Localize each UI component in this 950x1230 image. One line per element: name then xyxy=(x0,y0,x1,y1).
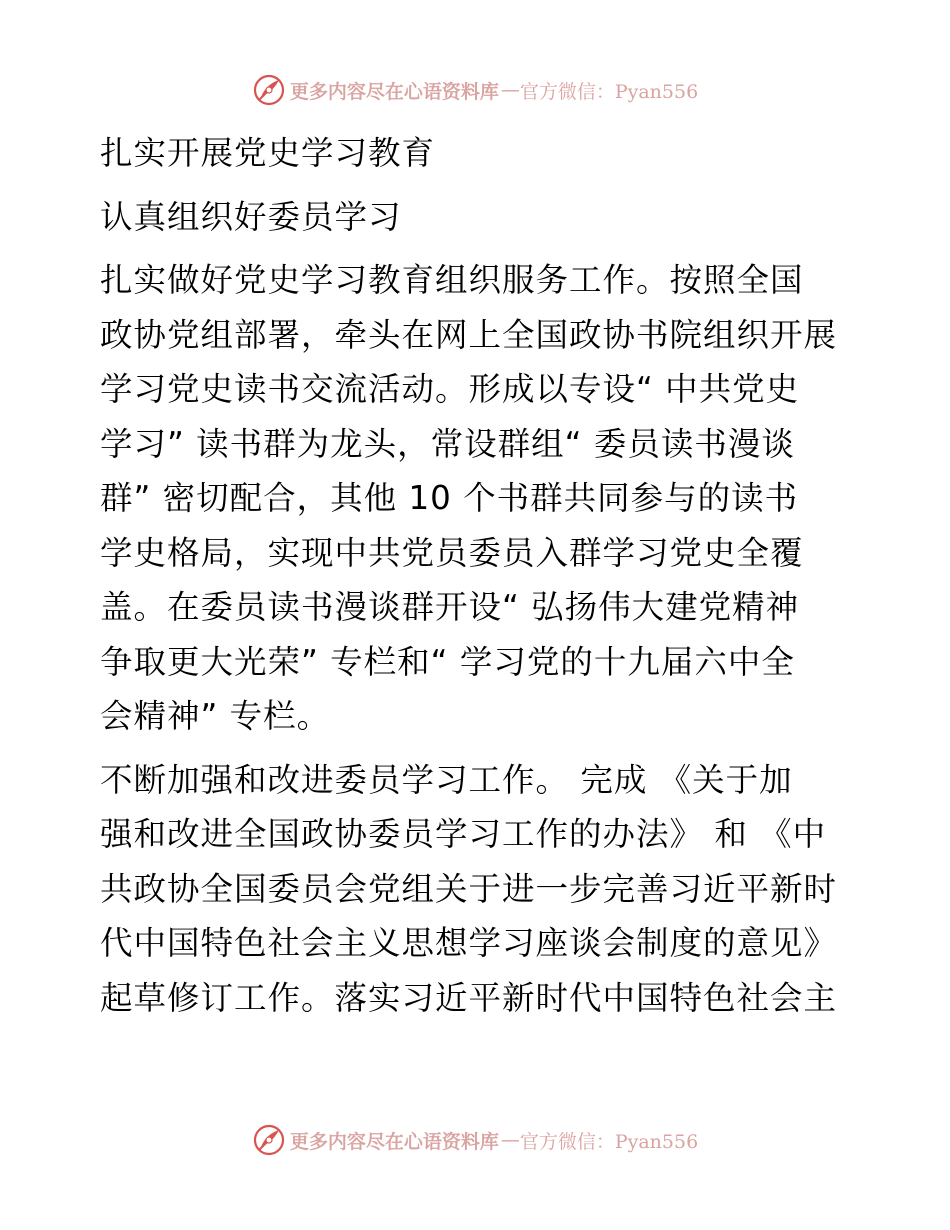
paragraph-line: 群” 密切配合，其他 10 个书群共同参与的读书 xyxy=(100,479,799,517)
paragraph-line: 不断加强和改进委员学习工作。 完成 《关于加 xyxy=(100,760,793,799)
paragraph-line: 争取更大光荣” 专栏和“ 学习党的十九届六中全 xyxy=(100,642,795,681)
paragraph-line: 学史格局，实现中共党员委员入群学习党史全覆 xyxy=(100,533,804,572)
section-heading: 扎实开展党史学习教育 xyxy=(100,134,436,172)
paragraph-line: 强和改进全国政协委员学习工作的办法》 和 《中 xyxy=(100,815,827,853)
paragraph-line: 学习” 读书群为龙头，常设群组“ 委员读书漫谈 xyxy=(100,424,795,463)
quill-logo-icon xyxy=(252,1123,286,1157)
watermark-site-text: 更多内容尽在心语资料库 xyxy=(289,80,499,103)
paragraph-line: 政协党组部署，牵头在网上全国政协书院组织开展 xyxy=(100,315,838,354)
watermark-wechat-text: 官方微信：Pyan556 xyxy=(519,1130,699,1153)
quill-logo-icon xyxy=(252,73,286,107)
paragraph-2 xyxy=(100,753,860,1026)
paragraph-1 xyxy=(100,253,860,744)
footer-watermark xyxy=(0,1120,950,1160)
paragraph-line: 盖。在委员读书漫谈群开设“ 弘扬伟大建党精神 xyxy=(100,588,800,626)
watermark-site-text: 更多内容尽在心语资料库 xyxy=(289,1130,499,1153)
paragraph-line: 代中国特色社会主义思想学习座谈会制度的意见》 xyxy=(100,924,838,962)
paragraph-line: 共政协全国委员会党组关于进一步完善习近平新时 xyxy=(100,869,838,908)
paragraph-line: 扎实做好党史学习教育组织服务工作。按照全国 xyxy=(100,261,804,299)
document-body xyxy=(100,126,860,1025)
paragraph-line: 学习党史读书交流活动。形成以专设“ 中共党史 xyxy=(100,370,800,408)
subsection-heading: 认真组织好委员学习 xyxy=(100,197,402,236)
header-watermark xyxy=(0,70,950,110)
watermark-wechat-text: 官方微信：Pyan556 xyxy=(519,80,699,103)
watermark-separator: — xyxy=(500,79,520,101)
watermark-separator: — xyxy=(500,1129,520,1151)
paragraph-line: 会精神” 专栏。 xyxy=(100,697,331,735)
paragraph-line: 起草修订工作。落实习近平新时代中国特色社会主 xyxy=(100,978,838,1017)
